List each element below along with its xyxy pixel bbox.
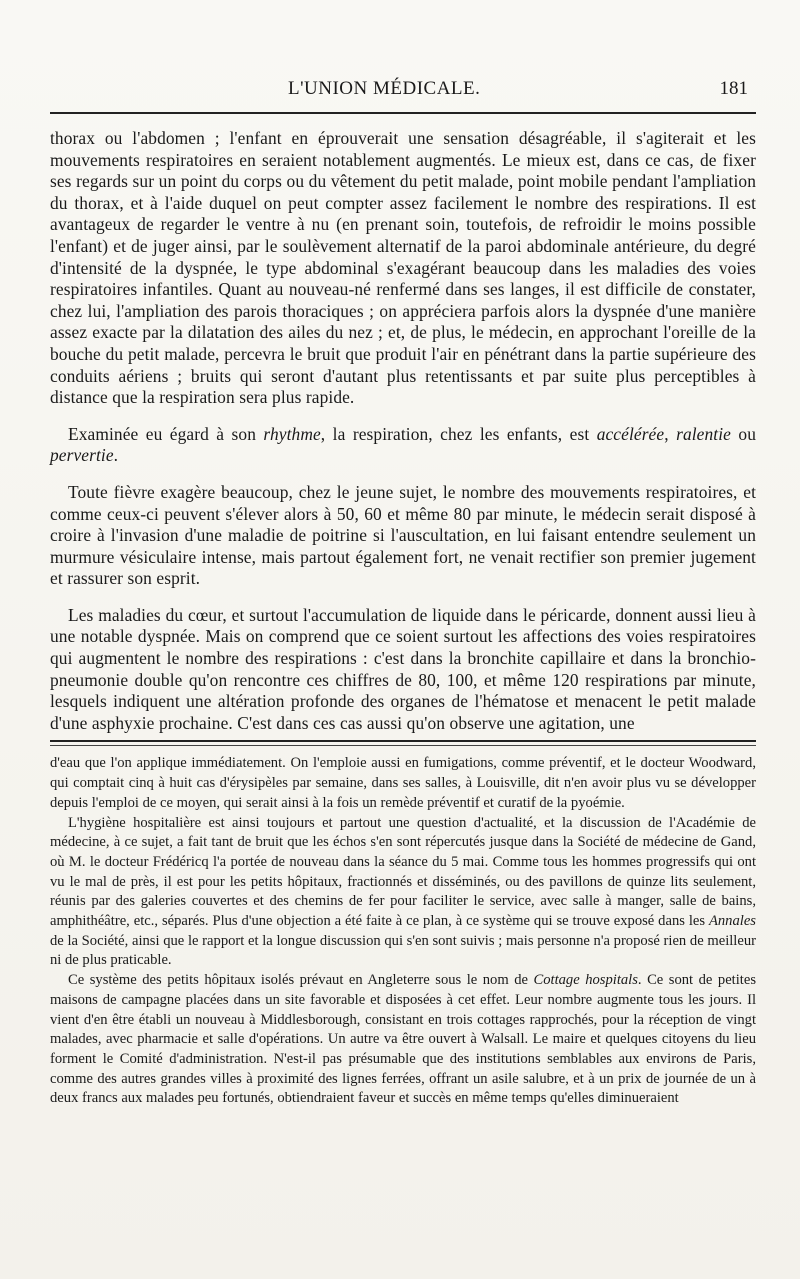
note-paragraph-1: d'eau que l'on applique immédiatement. On l'emploie aussi en fumigations, comme préventif, et le docteur Woodward, qui comptait cinq à huit cas d'érysipèles par semaine, dans ses salles, à Louisville, dit n'en avoir plus vu se développer depuis l'emploi de ce moyen, qui serait ainsi à la fois un remède préventif et curatif de la pyoémie.	[50, 755, 756, 811]
term-acceleree: accélérée	[596, 423, 665, 444]
journal-title: L'UNION MÉDICALE.	[288, 78, 481, 99]
feuilleton-text	[50, 754, 756, 1109]
paragraph-2	[50, 424, 756, 467]
note-paragraph-3	[50, 971, 756, 1109]
running-header	[50, 72, 756, 106]
paragraph-2-text-c: ,	[664, 423, 677, 444]
main-text	[50, 128, 756, 734]
paragraph-2-text-a: Examinée eu égard à son	[68, 423, 264, 444]
paragraph-4: Les maladies du cœur, et surtout l'accumulation de liquide dans le péricarde, donnent aussi lieu à une notable dyspnée. Mais on comprend que ce soient surtout les affections des voies respiratoires qui augmentent le nombre des respirations : c'est dans la bronchite capillaire et dans la bronchio-pneumonie double qu'on rencontre ces chiffres de 80, 100, et même 120 respirations par minute, lesquels indiquent une altération profonde des organes de l'hématose et menacent le petit malade d'une asphyxie prochaine. C'est dans ces cas aussi qu'on observe une agitation, une	[50, 604, 756, 733]
term-ralentie: ralentie	[676, 423, 731, 444]
page-number: 181	[719, 78, 748, 99]
term-annales: Annales	[708, 913, 756, 930]
paragraph-2-text-d: ou	[730, 423, 756, 444]
note-paragraph-3-text-a: Ce système des petits hôpitaux isolés prévaut en Angleterre sous le nom de	[68, 972, 534, 989]
footnote-rule	[50, 740, 756, 742]
term-rhythme: rhythme	[263, 423, 321, 444]
term-cottage-hospitals: Cottage hospitals	[533, 972, 638, 989]
paragraph-1: thorax ou l'abdomen ; l'enfant en éprouverait une sensation désagréable, il s'agiterait et les mouvements respiratoires en seraient notablement augmentés. Le mieux est, dans ce cas, de fixer ses regards sur un point du corps ou du vêtement du petit malade, point mobile pendant l'ampliation du thorax, et à l'aide duquel on peut compter assez facilement le nombre des respirations. Il est avantageux de regarder le ventre à nu (en prenant soin, toutefois, de refroidir le moins possible l'enfant) et de juger ainsi, par le soulèvement alternatif de la paroi abdominale antérieure, du degré d'intensité de la dyspnée, le type abdominal s'exagérant beaucoup dans les maladies des voies respiratoires infantiles. Quant au nouveau-né renfermé dans ses langes, il est difficile de constater, chez lui, l'ampliation des parois thoraciques ; on appréciera parfois alors la dyspnée d'une manière assez exacte par la dilatation des ailes du nez ; et, de plus, le médecin, en approchant l'oreille de la bouche du petit malade, percevra le bruit que produit l'air en pénétrant dans la partie supérieure des conduits aériens ; bruits qui seront d'autant plus retentissants et par suite plus perceptibles à distance que la respiration sera plus rapide.	[50, 128, 756, 408]
header-rule	[50, 112, 756, 114]
note-paragraph-2-text-b: de la Société, ainsi que le rapport et la longue discussion qui s'en sont suivis ; mais personne n'a proposé rien de meilleur ni de plus praticable.	[50, 932, 756, 969]
paragraph-3: Toute fièvre exagère beaucoup, chez le jeune sujet, le nombre des mouvements respiratoires, et comme ceux-ci peuvent s'élever alors à 50, 60 et même 80 par minute, le médecin serait disposé à croire à l'invasion d'une maladie de poitrine si l'auscultation, en lui faisant entendre seulement un murmure vésiculaire intense, mais partout également fort, ne venait rectifier son premier jugement et rassurer son esprit.	[50, 481, 756, 589]
note-paragraph-2	[50, 814, 756, 972]
note-paragraph-3-text-b: . Ce sont de petites maisons de campagne placées dans un site favorable et disposées à cet effet. Leur nombre augmente tous les jours. Il vient d'en être établi un nouveau à Middlesborough, consistant en trois cottages rapprochés, pour la réception de vingt malades, avec pharmacie et salle d'opérations. Un autre va être ouvert à Walsall. Le maire et quelques citoyens du lieu forment le Comité d'administration. N'est-il pas présumable que des institutions semblables aux environs de Paris, comme des autres grandes villes à proximité des lignes ferrées, offrant un asile salubre, et à un prix de journée de un à deux francs aux malades peu fortunés, obtiendraient faveur et succès en même temps qu'elles diminueraient	[50, 972, 756, 1107]
paragraph-2-text-b: , la respiration, chez les enfants, est	[320, 423, 597, 444]
term-pervertie: pervertie	[50, 445, 114, 466]
paragraph-2-text-e: .	[113, 445, 119, 466]
note-paragraph-2-text-a: L'hygiène hospitalière est ainsi toujours et partout une question d'actualité, et la discussion de l'Académie de médecine, à ce sujet, a fait tant de bruit que les échos s'en sont répercutés jusque dans la Société de médecine de Gand, où M. le docteur Frédéricq l'a portée de nouveau dans la séance du 5 mai. Comme tous les hommes progressifs qui ont vu le mal de près, il est pour les petits hôpitaux, fractionnés et disséminés, ou des pavillons de quinze lits seulement, réunis par des galeries couvertes et des chemins de fer pour faciliter le service, avec salle à manger, salle de bains, amphithéâtre, etc., séparés. Plus d'une objection a été faite à ce plan, à ce système qui se trouve exposé dans les	[50, 814, 756, 930]
